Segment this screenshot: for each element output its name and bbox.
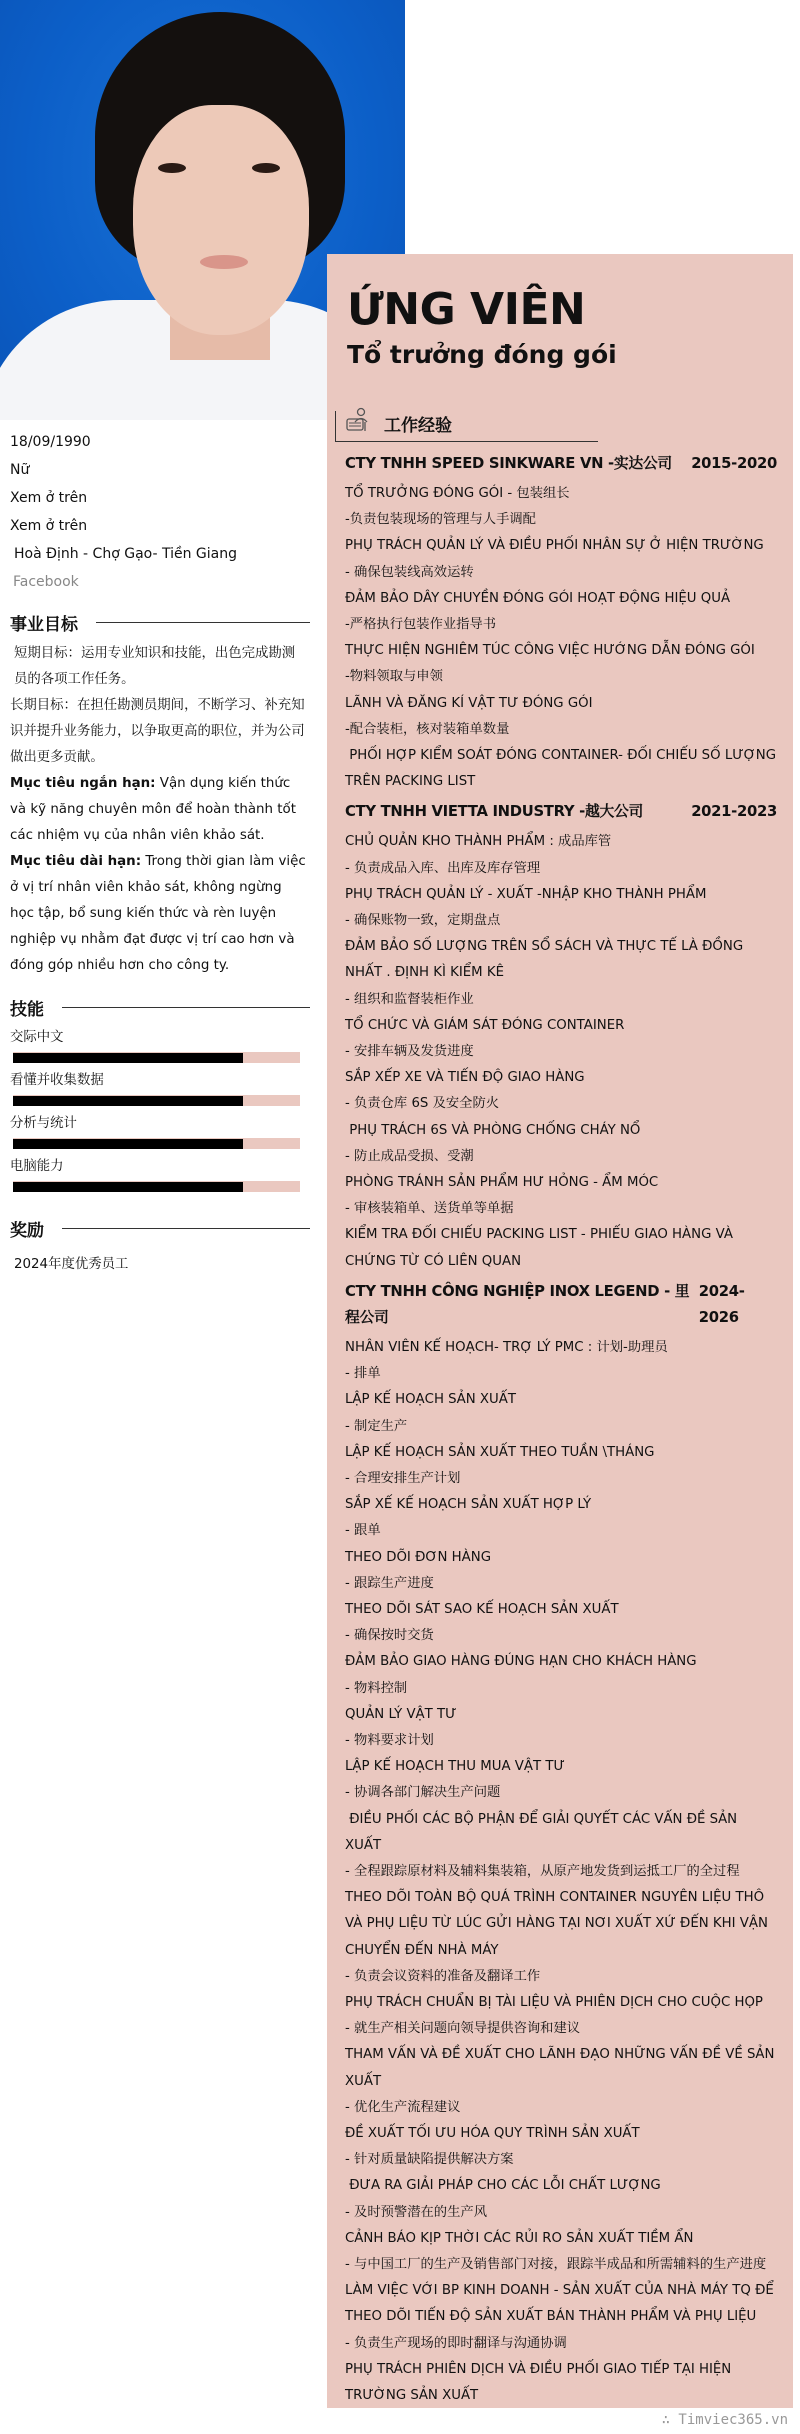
job-duty-line: SẮP XẾP XE VÀ TIẾN ĐỘ GIAO HÀNG <box>345 1070 585 1086</box>
skill-label: 电脑能力 <box>10 1159 64 1174</box>
skill-item <box>10 1112 310 1149</box>
job-duty-line: ĐIỀU PHỐI CÁC BỘ PHẬN ĐỂ GIẢI QUYẾT CÁC VẤN ĐỀ SẢN XUẤT <box>345 1811 742 1853</box>
left-column <box>0 420 320 1278</box>
awards-header <box>10 1216 310 1241</box>
skill-item <box>10 1026 310 1063</box>
job-duty-line: PHỐI HỢP KIỂM SOÁT ĐÓNG CONTAINER- ĐỐI CHIẾU SỐ LƯỢNG TRÊN PACKING LIST <box>345 748 781 790</box>
long-term-goal-cn: 长期目标：在担任勘测员期间，不断学习、补充知识并提升业务能力，以争取更高的职位，并为公司做出更多贡献。 <box>10 698 305 765</box>
skill-bar-fill <box>13 1053 243 1063</box>
job-duty-line: - 物料要求计划 <box>345 1732 434 1748</box>
job-duties <box>345 1335 777 2409</box>
job-duty-line: - 针对质量缺陷提供解决方案 <box>345 2152 514 2168</box>
career-goals-title: 事业目标 <box>10 615 78 635</box>
job-duty-line: - 负责成品入库、出库及库存管理 <box>345 860 541 876</box>
job-duty-line: - 防止成品受损、受潮 <box>345 1148 474 1164</box>
job-duty-line: ĐƯA RA GIẢI PHÁP CHO CÁC LỖI CHẤT LƯỢNG <box>345 2178 661 2194</box>
short-term-goal-vn <box>10 771 308 849</box>
job-duty-line: - 优化生产流程建议 <box>345 2099 461 2115</box>
job-duty-line: - 制定生产 <box>345 1418 408 1434</box>
short-term-text: Vận dụng kiến thức và kỹ năng chuyên môn để hoàn thành tốt các nhiệm vụ của nhân viên khảo sát. <box>10 776 296 843</box>
job-duty-line: LÀM VIỆC VỚI BP KINH DOANH - SẢN XUẤT CỦA NHÀ MÁY TQ ĐỂ THEO DÕI TIẾN ĐỘ SẢN XUẤT BÁN THÀNH PHẨM VÀ PHỤ LIỆU <box>345 2283 779 2325</box>
short-term-goal-cn: 短期目标：运用专业知识和技能，出色完成勘测员的各项工作任务。 <box>14 646 296 687</box>
skill-label: 交际中文 <box>10 1030 64 1045</box>
job-duty-line: - 审核装箱单、送货单等单据 <box>345 1201 514 1217</box>
skill-bar-fill <box>13 1096 243 1106</box>
award-item: 2024年度优秀员工 <box>14 1257 129 1272</box>
job-period: 2024-2026 <box>698 1282 745 1326</box>
job-duty-line: ĐẢM BẢO SỐ LƯỢNG TRÊN SỔ SÁCH VÀ THỰC TẾ LÀ ĐỒNG NHẤT . ĐỊNH KÌ KIỂM KÊ <box>345 939 748 981</box>
job-duty-line: ĐẢM BẢO GIAO HÀNG ĐÚNG HẠN CHO KHÁCH HÀNG <box>345 1654 697 1670</box>
skill-label: 分析与统计 <box>10 1116 77 1131</box>
awards-title: 奖励 <box>10 1221 44 1241</box>
job-duty-line: - 与中国工厂的生产及销售部门对接，跟踪半成品和所需辅料的生产进度 <box>345 2257 767 2272</box>
job-header <box>345 1279 777 1331</box>
job-duty-line: LẬP KẾ HOẠCH THU MUA VẬT TƯ <box>345 1759 565 1775</box>
skills-list <box>0 1026 320 1192</box>
job-duty-line: -物料领取与申领 <box>345 669 443 685</box>
job-duty-line: - 确保账物一致，定期盘点 <box>345 913 501 929</box>
career-goals-header <box>10 610 310 635</box>
photo-face <box>133 105 309 335</box>
photo-eye-right <box>252 163 280 173</box>
job-duty-line: QUẢN LÝ VẬT TƯ <box>345 1706 457 1722</box>
email: Xem ở trên <box>10 518 88 534</box>
main-panel <box>327 254 793 2408</box>
job-duty-line: -严格执行包装作业指导书 <box>345 617 497 633</box>
skill-bar-track <box>13 1052 300 1063</box>
phone: Xem ở trên <box>10 490 88 506</box>
short-term-label: Mục tiêu ngắn hạn: <box>10 776 156 791</box>
career-goals-body <box>0 641 320 979</box>
divider <box>96 622 310 623</box>
job-duty-line: - 跟踪生产进度 <box>345 1575 434 1591</box>
job-header <box>345 451 777 477</box>
skill-item <box>10 1155 310 1192</box>
birthdate: 18/09/1990 <box>10 434 91 450</box>
worker-desk-icon <box>344 406 372 434</box>
job-period: 2021-2023 <box>691 803 777 821</box>
job-duty-line: - 确保按时交货 <box>345 1628 434 1644</box>
job-duty-line: THEO DÕI ĐƠN HÀNG <box>345 1549 492 1565</box>
job-duty-line: - 就生产相关问题向领导提供咨询和建议 <box>345 2021 581 2037</box>
job-duty-line: - 全程跟踪原材料及辅料集装箱，从原产地发货到运抵工厂的全过程 <box>345 1863 740 1879</box>
job-duty-line: - 及时预警潜在的生产风 <box>345 2204 487 2220</box>
long-term-text: Trong thời gian làm việc ở vị trí nhân viên khảo sát, không ngừng học tập, bổ sung kiến thức và rèn luyện nghiệp vụ nhằm đạt được vị trí cao hơn và đóng góp nhiều hơn cho công ty. <box>10 854 306 973</box>
address: Hoà Định - Chợ Gạo- Tiền Giang <box>14 546 238 562</box>
job-duty-line: LẬP KẾ HOẠCH SẢN XUẤT <box>345 1392 516 1408</box>
gender: Nữ <box>10 462 30 478</box>
job-duty-line: LẬP KẾ HOẠCH SẢN XUẤT THEO TUẦN \THÁNG <box>345 1444 655 1460</box>
skill-bar-track <box>13 1138 300 1149</box>
job-duty-line: CHỦ QUẢN KHO THÀNH PHẨM : 成品库管 <box>345 834 612 850</box>
watermark: ∴ Timviec365.vn <box>661 2412 788 2428</box>
job-duty-line: - 安排车辆及发货进度 <box>345 1044 474 1060</box>
job-duty-line: - 协调各部门解决生产问题 <box>345 1785 501 1801</box>
long-term-goal-vn <box>10 849 308 979</box>
job-duty-line: - 排单 <box>345 1366 381 1382</box>
candidate-title: Tổ trưởng đóng gói <box>347 340 617 369</box>
skill-bar-track <box>13 1095 300 1106</box>
job-duty-line: - 确保包装线高效运转 <box>345 564 474 580</box>
job-duty-line: -负责包装现场的管理与人手调配 <box>345 512 536 528</box>
skills-title: 技能 <box>10 1000 44 1020</box>
skill-bar-fill <box>13 1139 243 1149</box>
divider <box>62 1228 310 1229</box>
job-duty-line: THAM VẤN VÀ ĐỀ XUẤT CHO LÃNH ĐẠO NHỮNG VẤN ĐỀ VỀ SẢN XUẤT <box>345 2047 779 2089</box>
divider <box>62 1007 310 1008</box>
job-duty-line: THEO DÕI SÁT SAO KẾ HOẠCH SẢN XUẤT <box>345 1601 619 1617</box>
job-duty-line: TỔ CHỨC VÀ GIÁM SÁT ĐÓNG CONTAINER <box>345 1017 625 1033</box>
job-duty-line: - 物料控制 <box>345 1680 408 1696</box>
candidate-name: ỨNG VIÊN <box>347 284 586 335</box>
skill-label: 看懂并收集数据 <box>10 1073 104 1088</box>
job-duties <box>345 481 781 795</box>
skill-bar-fill <box>13 1182 243 1192</box>
job-duties <box>345 829 777 1274</box>
job-duty-line: THEO DÕI TOÀN BỘ QUÁ TRÌNH CONTAINER NGUYÊN LIỆU THÔ VÀ PHỤ LIỆU TỪ LÚC GỬI HÀNG TẠI NƠI XUẤT XỨ ĐẾN KHI VẬN CHUYỂN ĐẾN NHÀ MÁY <box>345 1890 773 1958</box>
skill-item <box>10 1069 310 1106</box>
job-duty-line: ĐỀ XUẤT TỐI ƯU HÓA QUY TRÌNH SẢN XUẤT <box>345 2125 640 2141</box>
job-duty-line: LÃNH VÀ ĐĂNG KÍ VẬT TƯ ĐÓNG GÓI <box>345 695 593 711</box>
job-duty-line: - 负责仓库 6S 及安全防火 <box>345 1096 500 1112</box>
long-term-label: Mục tiêu dài hạn: <box>10 854 142 869</box>
facebook-link[interactable]: Facebook <box>13 574 79 590</box>
job-company: CTY TNHH CÔNG NGHIỆP INOX LEGEND - 里程公司 <box>345 1282 690 1326</box>
job-duty-line: PHỤ TRÁCH 6S VÀ PHÒNG CHỐNG CHÁY NỔ <box>345 1122 641 1138</box>
job-duty-line: - 跟单 <box>345 1523 381 1539</box>
experience-list <box>345 451 781 2413</box>
job-duty-line: - 合理安排生产计划 <box>345 1470 461 1486</box>
job-period: 2015-2020 <box>691 455 777 472</box>
job-duty-line: PHỤ TRÁCH CHUẨN BỊ TÀI LIỆU VÀ PHIÊN DỊCH CHO CUỘC HỌP <box>345 1994 763 2010</box>
job-duty-line: ĐẢM BẢO DÂY CHUYỀN ĐÓNG GÓI HOẠT ĐỘNG HIỆU QUẢ <box>345 590 731 606</box>
photo-eye-left <box>158 163 186 173</box>
job-duty-line: - 组织和监督装柜作业 <box>345 991 474 1007</box>
job-company: CTY TNHH SPEED SINKWARE VN -实达公司 <box>345 455 672 472</box>
job-duty-line: TỔ TRƯỞNG ĐÓNG GÓI - 包装组长 <box>345 486 570 501</box>
job-duty-line: -配合装柜，核对装箱单数量 <box>345 721 510 737</box>
job-header <box>345 799 777 825</box>
experience-title: 工作经验 <box>384 416 452 436</box>
job-duty-line: KIỂM TRA ĐỐI CHIẾU PACKING LIST - PHIẾU GIAO HÀNG VÀ CHỨNG TỪ CÓ LIÊN QUAN <box>345 1227 738 1269</box>
job-duty-line: PHỤ TRÁCH PHIÊN DỊCH VÀ ĐIỀU PHỐI GIAO TIẾP TẠI HIỆN TRƯỜNG SẢN XUẤT <box>345 2361 736 2404</box>
job-duty-line: CẢNH BÁO KỊP THỜI CÁC RỦI RO SẢN XUẤT TIỀM ẨN <box>345 2230 694 2246</box>
job-duty-line: PHỤ TRÁCH QUẢN LÝ - XUẤT -NHẬP KHO THÀNH PHẨM <box>345 886 707 902</box>
job-duty-line: SẮP XẾ KẾ HOẠCH SẢN XUẤT HỢP LÝ <box>345 1497 592 1513</box>
photo-lips <box>200 255 248 269</box>
job-duty-line: - 负责生产现场的即时翻译与沟通协调 <box>345 2335 567 2351</box>
job-duty-line: NHÂN VIÊN KẾ HOẠCH- TRỢ LÝ PMC : 计划-助理员 <box>345 1339 668 1355</box>
skills-header <box>10 995 310 1020</box>
job-duty-line: PHÒNG TRÁNH SẢN PHẨM HƯ HỎNG - ẨM MÓC <box>345 1175 659 1191</box>
job-duty-line: - 负责会议资料的准备及翻译工作 <box>345 1968 541 1984</box>
personal-info <box>0 420 320 596</box>
job-duty-line: THỰC HIỆN NGHIÊM TÚC CÔNG VIỆC HƯỚNG DẪN ĐÓNG GÓI <box>345 643 755 659</box>
job-duty-line: PHỤ TRÁCH QUẢN LÝ VÀ ĐIỀU PHỐI NHÂN SỰ Ở HIỆN TRƯỜNG <box>345 538 764 554</box>
job-company: CTY TNHH VIETTA INDUSTRY -越大公司 <box>345 803 643 821</box>
experience-header <box>335 411 598 442</box>
skill-bar-track <box>13 1181 300 1192</box>
